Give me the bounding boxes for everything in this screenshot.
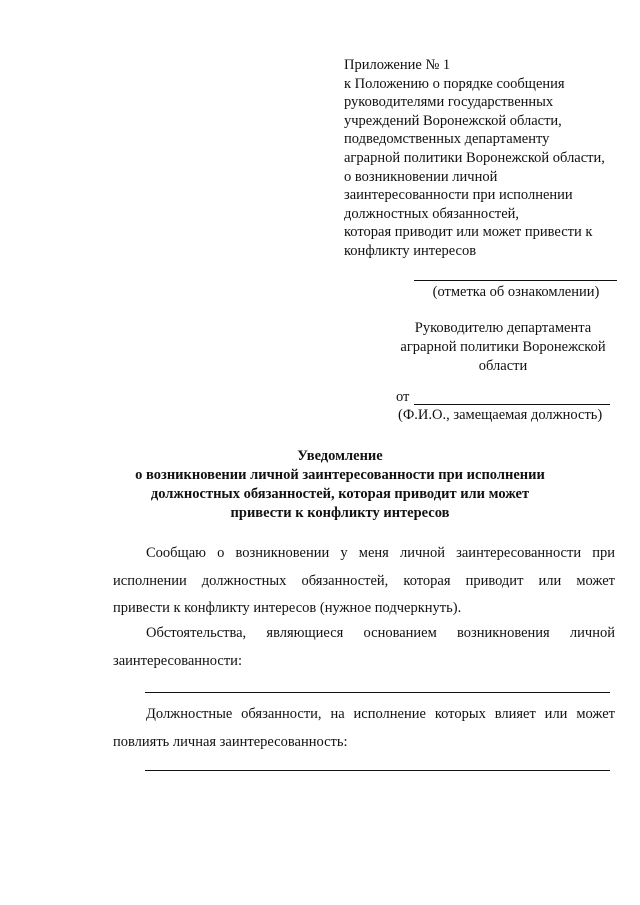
appendix-line: аграрной политики Воронежской области, (344, 149, 605, 166)
circumstances-fill-line (145, 692, 610, 693)
paragraph-circumstances (113, 620, 615, 675)
appendix-line: подведомственных департаменту (344, 131, 550, 148)
appendix-line: должностных обязанностей, (344, 205, 520, 222)
notice-title-line: о возникновении личной заинтересованности при исполнении (135, 467, 545, 483)
addressee-line: области (478, 358, 528, 374)
paragraph-line: повлиять личная заинтересованность: (113, 733, 348, 750)
paragraph-line: Обстоятельства, являющиеся основанием возникновения личной (146, 625, 615, 641)
duties-fill-line (145, 770, 610, 771)
appendix-line: Приложение № 1 (344, 57, 451, 73)
notice-title-line: должностных обязанностей, которая приводит или может (150, 486, 530, 502)
appendix-line: учреждений Воронежской области, (344, 112, 562, 129)
paragraph-line: заинтересованности: (113, 652, 242, 669)
acknowledgment-signature-line (414, 280, 617, 281)
paragraph-line: исполнении должностных обязанностей, которая приводит или может (113, 572, 615, 589)
paragraph-duties (113, 701, 615, 756)
notice-title (60, 447, 620, 523)
addressee-line: аграрной политики Воронежской (400, 339, 606, 355)
notice-title-line: привести к конфликту интересов (230, 505, 450, 521)
addressee-block (378, 319, 628, 376)
notice-title-line: Уведомление (297, 448, 383, 464)
paragraph-line: Должностные обязанности, на исполнение которых влияет или может (146, 706, 615, 722)
acknowledgment-caption: (отметка об ознакомлении) (432, 284, 600, 300)
appendix-line: которая приводит или может привести к (344, 224, 593, 241)
paragraph-line: Сообщаю о возникновении у меня личной заинтересованности при (146, 545, 615, 561)
paragraph-statement (113, 540, 615, 623)
from-label: от (396, 389, 410, 405)
appendix-line: к Положению о порядке сообщения (344, 75, 565, 92)
paragraph-line: привести к конфликту интересов (нужное подчеркнуть). (113, 600, 462, 616)
addressee-line: Руководителю департамента (414, 320, 592, 336)
from-name-line (414, 404, 610, 405)
appendix-line: о возникновении личной (344, 168, 498, 185)
appendix-line: заинтересованности при исполнении (344, 187, 573, 204)
appendix-line: руководителями государственных (344, 94, 554, 111)
appendix-block (344, 56, 634, 261)
appendix-line: конфликту интересов (344, 242, 477, 259)
from-caption: (Ф.И.О., замещаемая должность) (398, 407, 603, 423)
